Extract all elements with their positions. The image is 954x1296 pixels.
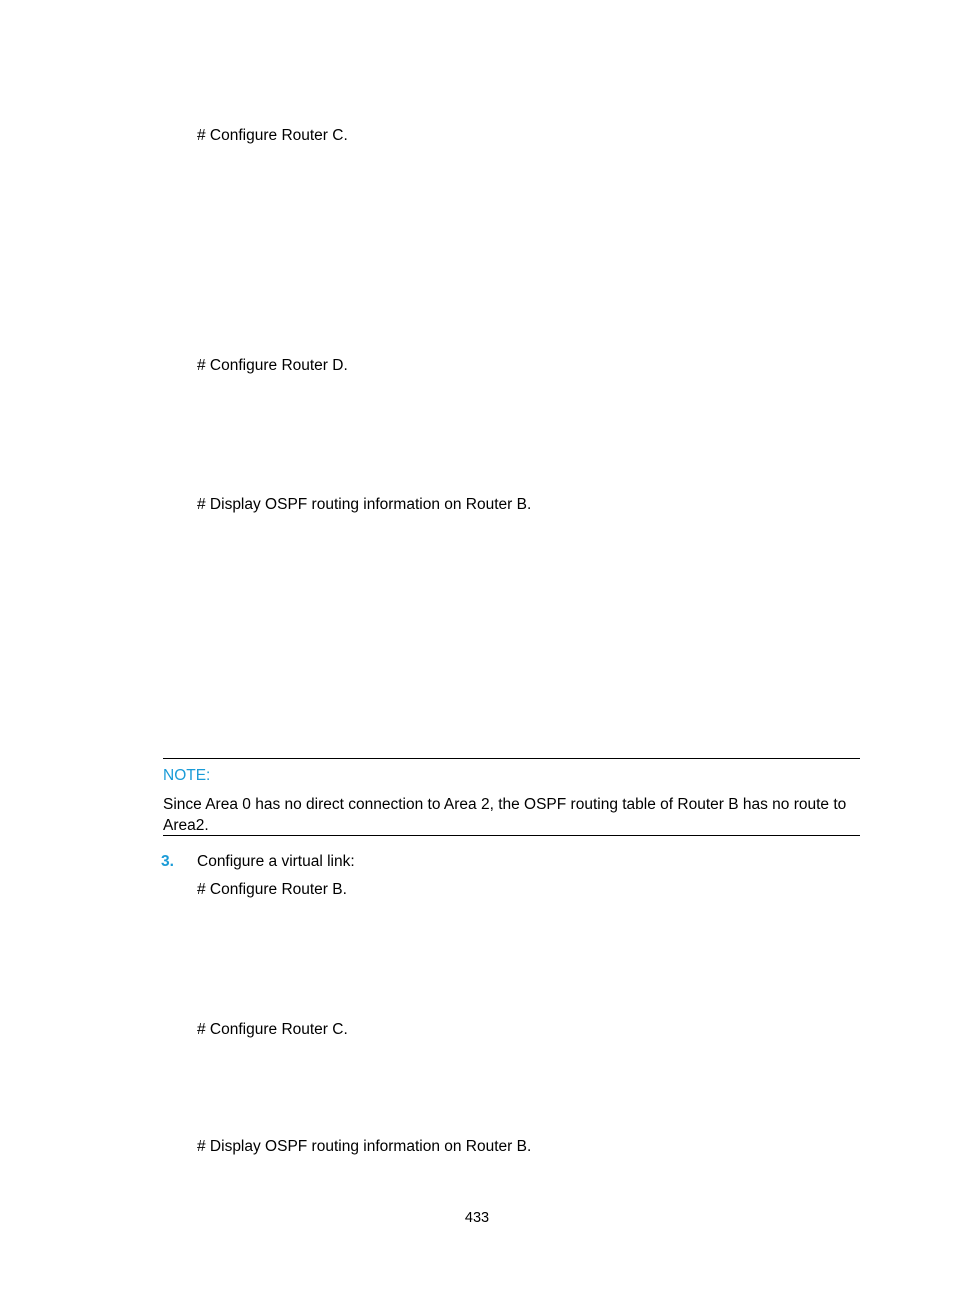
step-text: Configure a virtual link: bbox=[197, 853, 355, 870]
instruction-configure-router-c: # Configure Router C. bbox=[197, 127, 348, 144]
note-text: Since Area 0 has no direct connection to Area 2, the OSPF routing table of Router B has no route to Area2. bbox=[163, 796, 847, 834]
note-top-rule bbox=[163, 758, 860, 759]
page-number: 433 bbox=[464, 1210, 490, 1226]
note-label: NOTE: bbox=[163, 767, 211, 784]
instruction-configure-router-b: # Configure Router B. bbox=[197, 881, 347, 898]
instruction-configure-router-c-2: # Configure Router C. bbox=[197, 1021, 348, 1038]
instruction-display-ospf-router-b-2: # Display OSPF routing information on Router B. bbox=[197, 1138, 532, 1155]
instruction-display-ospf-router-b: # Display OSPF routing information on Router B. bbox=[197, 496, 532, 513]
step-number: 3. bbox=[161, 853, 174, 870]
note-bottom-rule bbox=[163, 835, 860, 836]
instruction-configure-router-d: # Configure Router D. bbox=[197, 357, 348, 374]
